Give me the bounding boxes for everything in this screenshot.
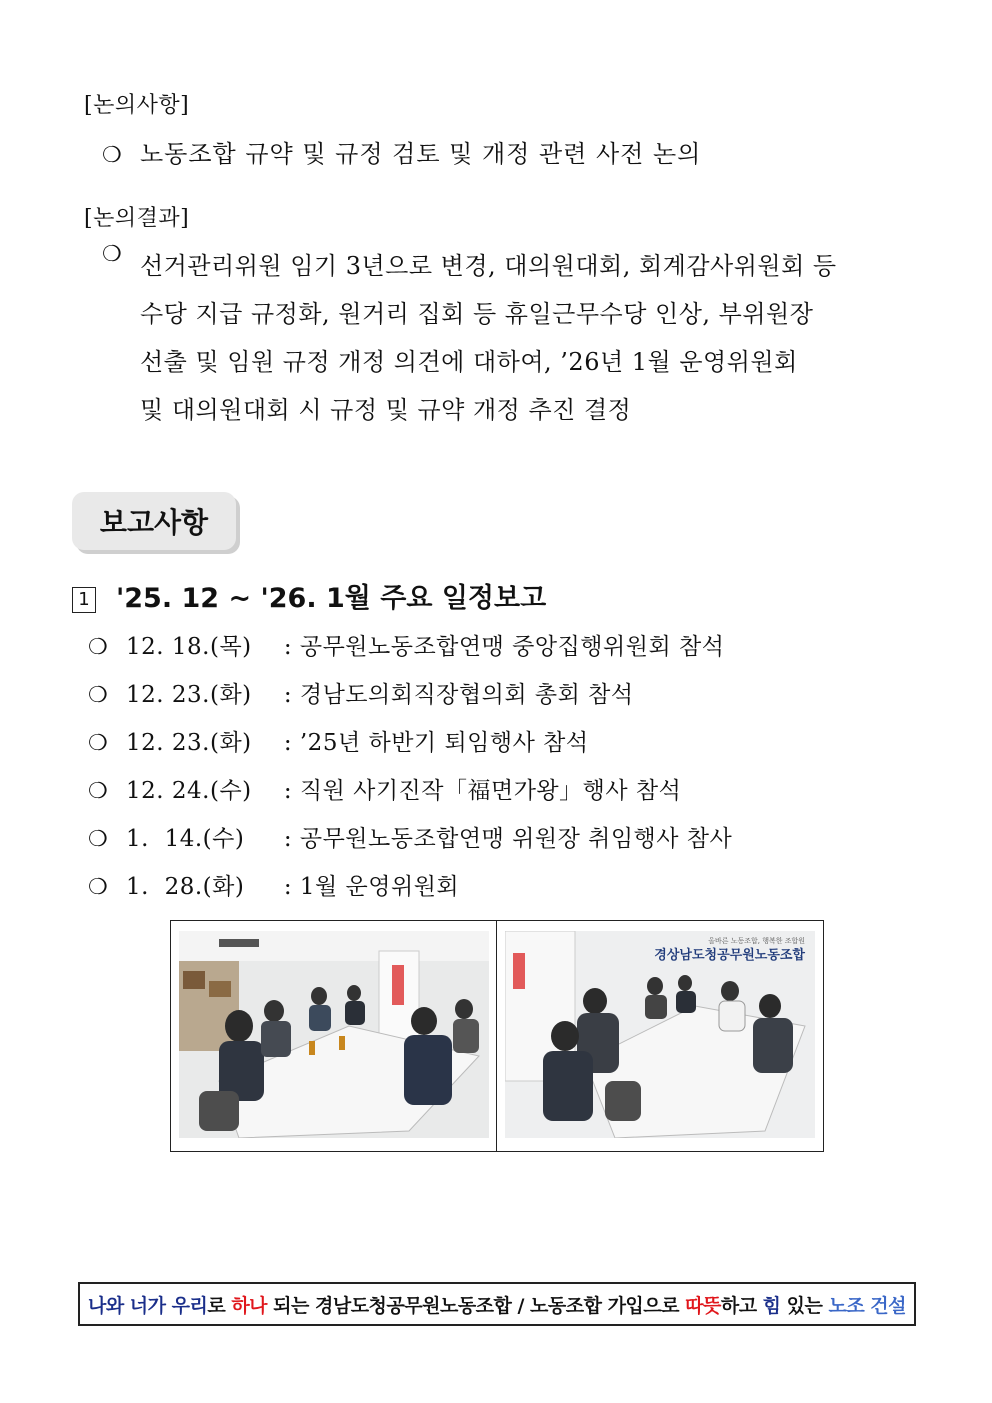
- schedule-sep: :: [283, 778, 293, 804]
- schedule-text: 직원 사기진작「福면가왕」행사 참석: [299, 778, 682, 804]
- result-paragraph: [140, 242, 920, 434]
- slogan-part: 노조 건설: [828, 1294, 907, 1317]
- schedule-sep: :: [283, 682, 293, 708]
- slogan-part: 있는: [780, 1294, 829, 1317]
- section-number-box: 1: [72, 587, 96, 613]
- bullet-circle: ❍: [88, 779, 109, 804]
- schedule-date: 12. 18.(목): [126, 634, 252, 660]
- result-heading: [논의결과]: [84, 206, 190, 231]
- meeting-photo-right: [505, 931, 815, 1138]
- meeting-photo-right-illustration: [505, 931, 815, 1138]
- bullet-circle: ❍: [102, 143, 123, 168]
- discussion-item-text: 노동조합 규약 및 규정 검토 및 개정 관련 사전 논의: [140, 140, 702, 168]
- discussion-item: [102, 134, 701, 169]
- schedule-text: ’25년 하반기 퇴임행사 참석: [299, 730, 589, 756]
- result-line: 선출 및 임원 규정 개정 의견에 대하여, ’26년 1월 운영위원회: [140, 348, 798, 376]
- slogan-banner: [78, 1282, 916, 1326]
- schedule-item: [88, 772, 681, 805]
- slogan-part: 너가: [129, 1294, 172, 1317]
- schedule-sep: :: [283, 634, 293, 660]
- meeting-photo-left-illustration: [179, 931, 489, 1138]
- slogan-part: 따뜻: [685, 1294, 721, 1317]
- slogan-part: 우리: [171, 1294, 208, 1317]
- bullet-circle: ❍: [88, 875, 109, 900]
- schedule-sep: :: [283, 730, 293, 756]
- bullet-circle: ❍: [88, 683, 109, 708]
- slogan-part: 되는 경남도청공무원노동조합 / 노동조합 가입으로: [267, 1294, 686, 1317]
- schedule-item: [88, 724, 589, 757]
- bullet-circle: ❍: [88, 827, 109, 852]
- result-line: 및 대의원대회 시 규정 및 규약 개정 추진 결정: [140, 396, 632, 424]
- schedule-text: 공무원노동조합연맹 중앙집행위원회 참석: [299, 634, 725, 660]
- schedule-sep: :: [283, 826, 293, 852]
- report-badge: 보고사항: [72, 492, 236, 550]
- schedule-date: 12. 23.(화): [126, 682, 252, 708]
- schedule-date: 1. 14.(수): [126, 826, 245, 852]
- photo-frame: [170, 920, 824, 1152]
- bullet-circle: ❍: [88, 731, 109, 756]
- slogan-part: 하나: [231, 1294, 268, 1317]
- schedule-item: [88, 868, 459, 901]
- bullet-circle: ❍: [102, 242, 123, 267]
- photo-divider: [496, 921, 497, 1151]
- schedule-date: 12. 24.(수): [126, 778, 252, 804]
- schedule-item: [88, 676, 634, 709]
- result-line: 선거관리위원 임기 3년으로 변경, 대의원대회, 회계감사위원회 등: [140, 252, 837, 280]
- slogan-part: 하고: [720, 1294, 763, 1317]
- discussion-heading: [논의사항]: [84, 93, 190, 118]
- schedule-text: 1월 운영위원회: [299, 874, 460, 900]
- schedule-item: [88, 820, 732, 853]
- schedule-date: 1. 28.(화): [126, 874, 245, 900]
- schedule-sep: :: [283, 874, 293, 900]
- section-title-row: [72, 576, 546, 615]
- slogan-part: 힘: [762, 1294, 781, 1317]
- schedule-text: 공무원노동조합연맹 위원장 취임행사 참사: [299, 826, 733, 852]
- slogan-part: 로: [207, 1294, 232, 1317]
- photo-sign-small: 올바른 노동조합, 행복한 조합원: [708, 937, 805, 945]
- result-bullet: [102, 242, 140, 267]
- result-line: 수당 지급 규정화, 원거리 집회 등 휴일근무수당 인상, 부위원장: [140, 300, 814, 328]
- schedule-item: [88, 628, 724, 661]
- slogan-part: 나와: [87, 1294, 130, 1317]
- bullet-circle: ❍: [88, 635, 109, 660]
- meeting-photo-left: [179, 931, 489, 1138]
- schedule-date: 12. 23.(화): [126, 730, 252, 756]
- photo-sign-text: 경상남도청공무원노동조합: [654, 948, 805, 963]
- section-title: '25. 12 ~ '26. 1월 주요 일정보고: [116, 583, 547, 614]
- schedule-text: 경남도의회직장협의회 총회 참석: [299, 682, 634, 708]
